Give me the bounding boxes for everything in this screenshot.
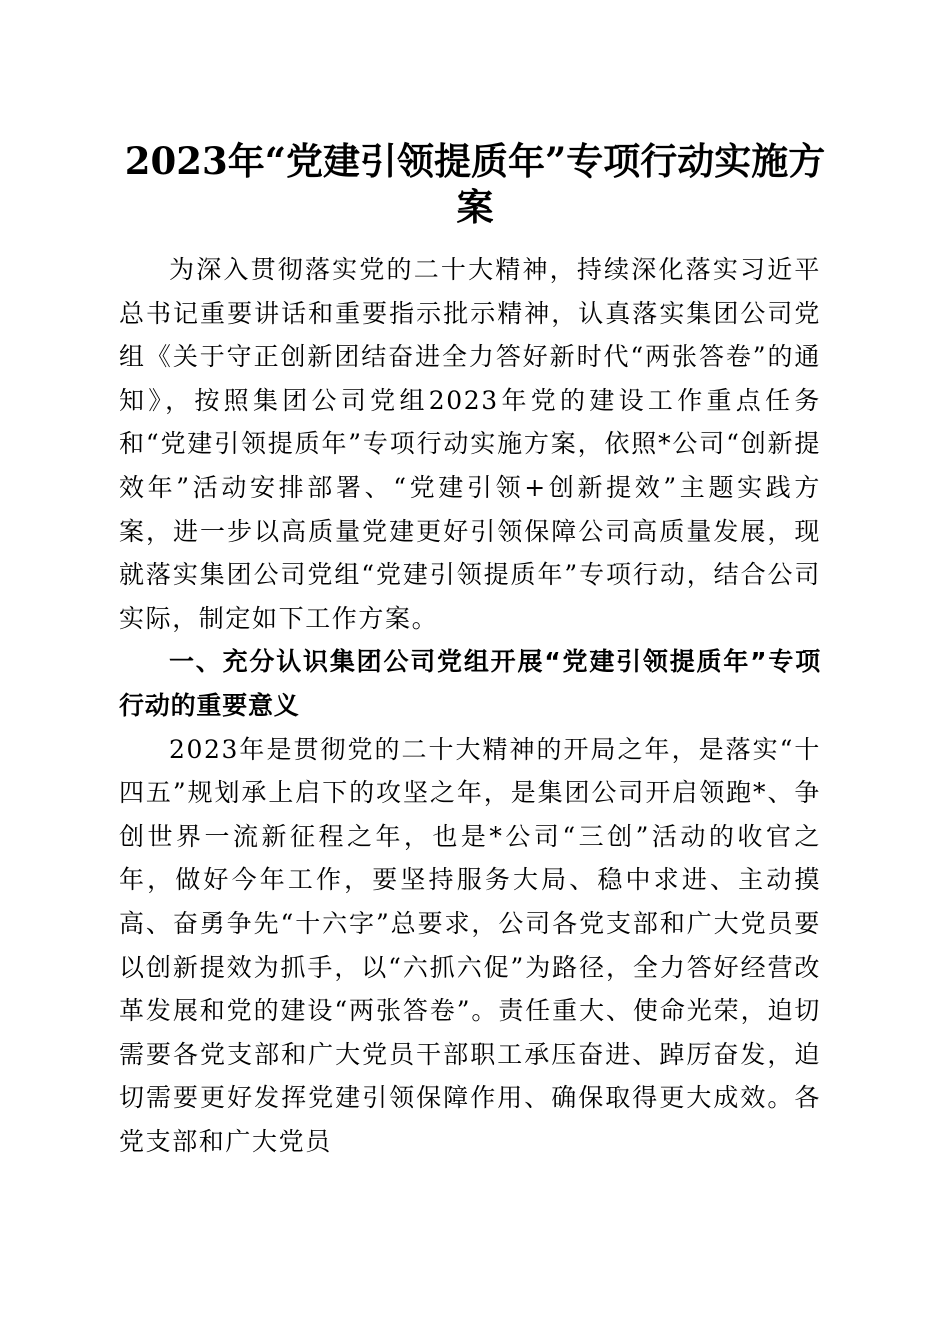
- document-body: [119, 248, 821, 1163]
- section-heading-1: 一、充分认识集团公司党组开展“党建引领提质年”专项行动的重要意义: [119, 647, 821, 720]
- intro-paragraph: 为深入贯彻落实党的二十大精神，持续深化落实习近平总书记重要讲话和重要指示批示精神，认真落实集团公司党组《关于守正创新团结奋进全力答好新时代“两张答卷”的通知》，按照集团公司党组2023年党的建设工作重点任务和“党建引领提质年”专项行动实施方案，依照*公司“创新提效年”活动安排部署、“党建引领+创新提效”主题实践方案，进一步以高质量党建更好引领保障公司高质量发展，现就落实集团公司党组“党建引领提质年”专项行动，结合公司实际，制定如下工作方案。: [119, 255, 821, 633]
- section-1-paragraph: 2023年是贯彻党的二十大精神的开局之年，是落实“十四五”规划承上启下的攻坚之年，是集团公司开启领跑*、争创世界一流新征程之年，也是*公司“三创”活动的收官之年，做好今年工作，要坚持服务大局、稳中求进、主动摸高、奋勇争先“十六字”总要求，公司各党支部和广大党员要以创新提效为抓手，以“六抓六促”为路径，全力答好经营改革发展和党的建设“两张答卷”。责任重大、使命光荣，迫切需要各党支部和广大党员干部职工承压奋进、踔厉奋发，迫切需要更好发挥党建引领保障作用、确保取得更大成效。各党支部和广大党员: [119, 734, 821, 1156]
- document-title: 2023年“党建引领提质年”专项行动实施方案: [124, 139, 826, 229]
